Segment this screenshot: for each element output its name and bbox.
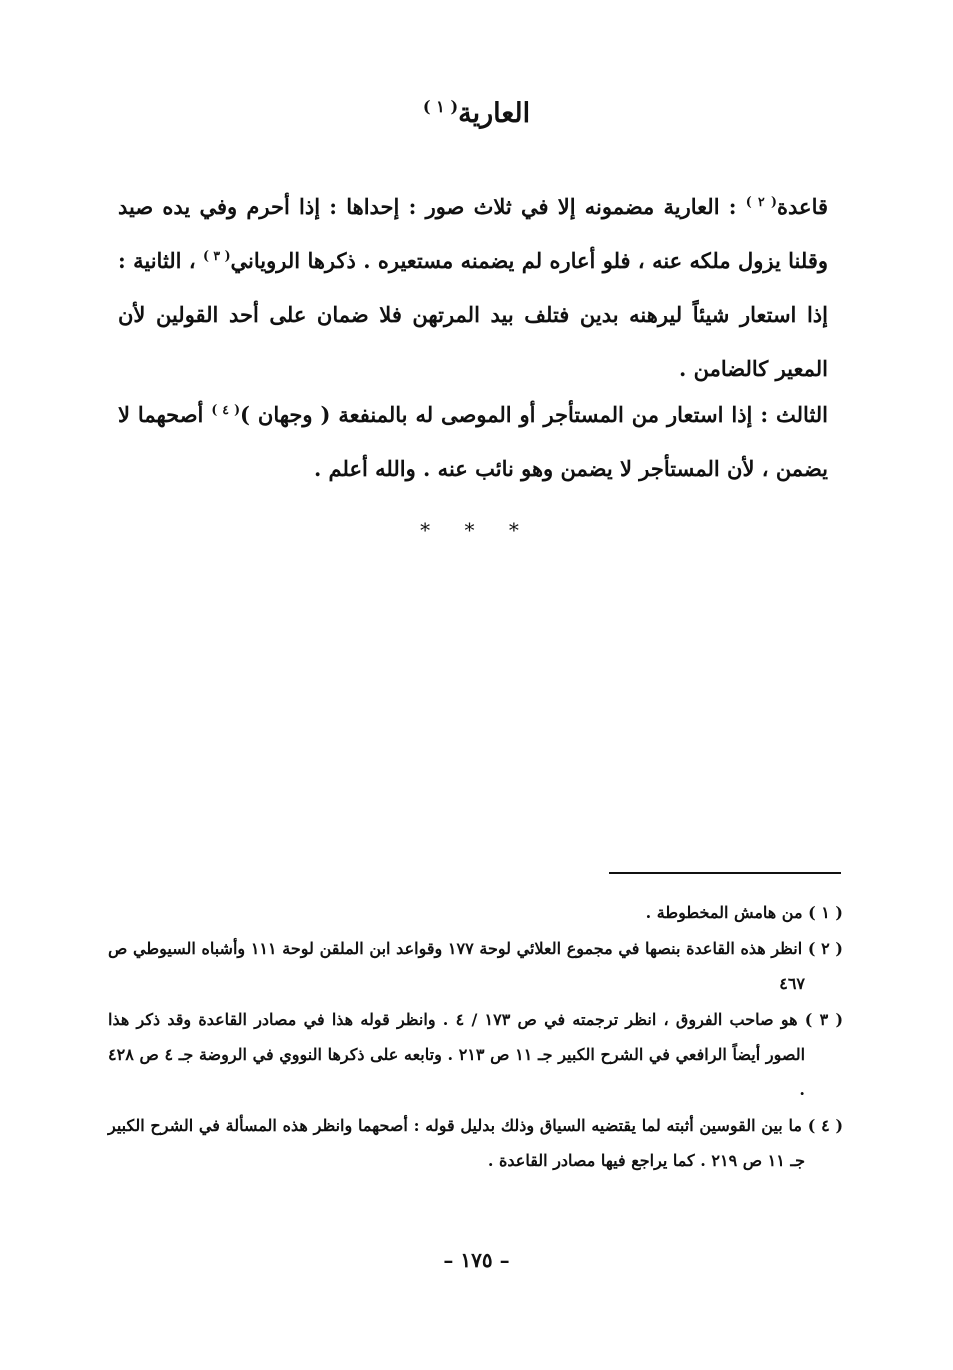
paragraph-lead: قاعدة [777,194,829,219]
page-number: – ١٧٥ – [443,1248,510,1272]
footnote-4: ( ٤ ) ما بين القوسين أثبته لما يقتضيه السياق وذلك بدليل قوله : أصحهما وانظر هذه المسألة في الشرح الكبير جـ ١١ ص ٢١٩ . كما يراجع فيها مصادر القاعدة . [108,1116,844,1170]
footnote-ref-3: ( ٣ ) [203,248,231,263]
paragraph-rule [118,180,828,396]
footnote-ref-4: ( ٤ ) [211,402,241,417]
page-title [0,98,953,129]
paragraph-text: الثالث : إذا استعار من المستأجر أو الموصى له بالمنفعة ( وجهان ) [240,402,829,427]
footnote-divider [609,872,841,874]
paragraph-text: ، الثانية : إذا استعار شيئاً ليرهنه بدين فتلف بيد المرتهن فلا ضمان على أحد القولين لأن المعير كالضامن . [118,248,828,381]
footnote-1: ( ١ ) من هامش المخطوطة . [645,903,843,922]
section-separator: * * * [420,518,533,542]
footnote-2: ( ٢ ) انظر هذه القاعدة بنصها في مجموع العلائي لوحة ١٧٧ وقواعد ابن الملقن لوحة ١١١ وأشباه السيوطي ص ٤٦٧ [108,939,844,993]
paragraph-text: : العارية مضمونه إلا في ثلاث صور : إحداها : إذا أحرم وفي يده صيد وقلنا يزول ملكه عنه ، فلو أعاره لم يضمنه مستعيره . ذكرها الروياني [118,194,829,273]
footnotes [108,895,843,1179]
title-footnote-ref: ( ١ ) [422,97,459,116]
paragraph-third [118,388,828,496]
footnote-ref-2: ( ٢ ) [745,194,778,209]
footnote-3: ( ٣ ) هو صاحب الفروق ، انظر ترجمته في ص ١٧٣ / ٤ . وانظر قوله هذا في مصادر القاعدة وقد ذكر هذا الصور أيضاً الرافعي في الشرح الكبير جـ ١١ ص ٢١٣ . وتابعه على ذكرها النووي في الروضة جـ ٤ ص ٤٢٨ . [108,1010,844,1099]
paragraph-text: أصحهما لا يضمن ، لأن المستأجر لا يضمن وهو نائب عنه . والله أعلم . [118,402,828,481]
title-text: العارية [458,98,531,129]
